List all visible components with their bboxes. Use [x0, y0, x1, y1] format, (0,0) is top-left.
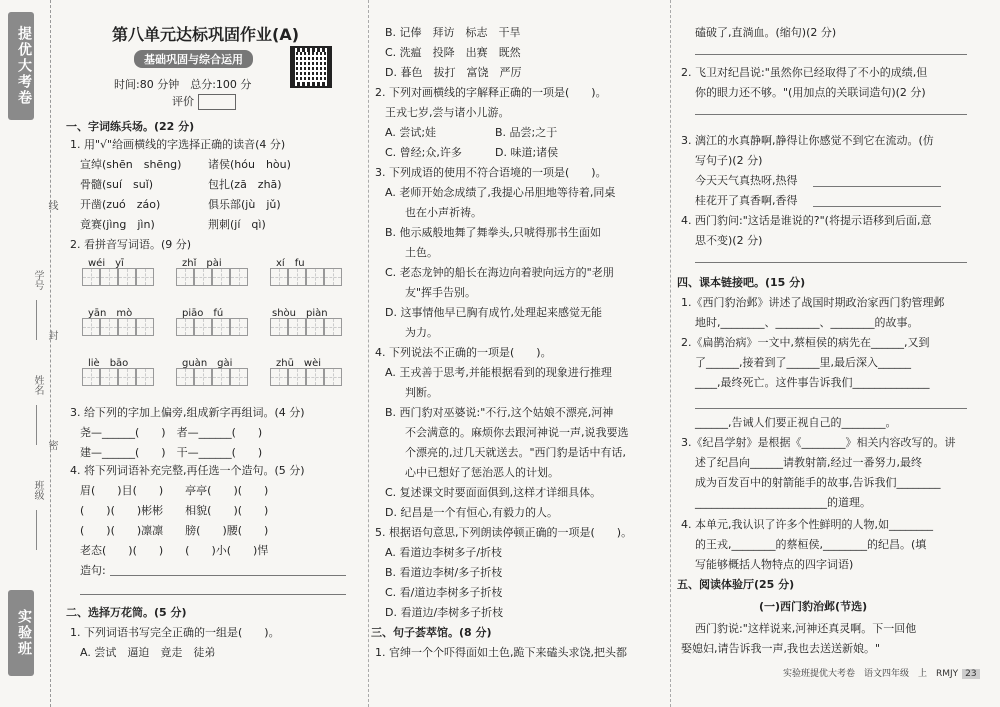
- s4-q3-cont3[interactable]: ________________________的道理。: [695, 496, 871, 509]
- q4-row4[interactable]: 老态( )( ) ( )小( )悍: [80, 544, 269, 557]
- s2-q2: 2. 下列对画横线的字解释正确的一项是( )。: [375, 86, 607, 99]
- s2-q4-option-d[interactable]: D. 纪昌是一个有恒心,有毅力的人。: [385, 506, 558, 519]
- pinyin-3-2: guàn gài: [182, 358, 233, 369]
- writing-grid[interactable]: [176, 368, 248, 386]
- section-1-heading: 一、字词练兵场。(22 分): [66, 120, 195, 133]
- s2-q3: 3. 下列成语的使用不符合语境的一项是( )。: [375, 166, 607, 179]
- binding-label-secret: 密: [46, 440, 57, 450]
- q1-row3-a[interactable]: 开凿(zuó záo): [80, 198, 161, 211]
- s3-q3-fill1: 今天天气真热呀,热得: [695, 174, 798, 187]
- page-title: 第八单元达标巩固作业(A): [112, 25, 300, 44]
- s3-q2-cont: 你的眼力还不够。"(用加点的关联词造句)(2 分): [695, 86, 926, 99]
- s4-q4-cont2: 写能够概括人物特点的四字词语): [695, 558, 854, 571]
- s2-q4: 4. 下列说法不正确的一项是( )。: [375, 346, 552, 359]
- q1-row3-b[interactable]: 俱乐部(jù jǔ): [208, 198, 281, 211]
- brand-tab-bottom: 实验班: [8, 590, 34, 676]
- s1-q3: 3. 给下列的字加上偏旁,组成新字再组词。(4 分): [70, 406, 305, 419]
- q1-row4-a[interactable]: 竟赛(jìng jìn): [80, 218, 155, 231]
- s2-q2-text: 王戎七岁,尝与诸小儿游。: [385, 106, 510, 119]
- page-number: 23: [962, 669, 979, 679]
- s4-q4[interactable]: 4. 本单元,我认识了许多个性鲜明的人物,如________: [681, 518, 933, 531]
- sentence-answer-line[interactable]: [110, 575, 346, 576]
- q4-sentence-label: 造句:: [80, 564, 106, 577]
- column-2: [368, 0, 667, 707]
- s2-q4-option-b[interactable]: B. 西门豹对巫婆说:"不行,这个姑娘不漂亮,河神: [385, 406, 614, 419]
- binding-strip: [0, 0, 62, 707]
- s2-q2-option-b[interactable]: B. 品尝;之于: [495, 126, 558, 139]
- brand-tab-top: 提优大考卷: [8, 12, 34, 120]
- s2-q4-option-b-cont3: 心中已想好了惩治恶人的计划。: [405, 466, 559, 479]
- s2-q5-option-a[interactable]: A. 看道边李树多子/折枝: [385, 546, 503, 559]
- answer-line[interactable]: [813, 206, 941, 207]
- s2-q3-option-c[interactable]: C. 老态龙钟的船长在海边向着驶向远方的"老朋: [385, 266, 614, 279]
- s2-q3-option-b-cont: 土色。: [405, 246, 438, 259]
- s2-q2-option-d[interactable]: D. 味道;诸侯: [495, 146, 559, 159]
- s2-q4-option-c[interactable]: C. 复述课文时要面面俱到,这样才详细具体。: [385, 486, 602, 499]
- s2-q4-option-a-cont: 判断。: [405, 386, 438, 399]
- q1-row2-a[interactable]: 骨髓(suí suǐ): [80, 178, 154, 191]
- q4-row3[interactable]: ( )( )凛凛 膀( )腰( ): [80, 524, 269, 537]
- score-field: [172, 93, 236, 110]
- s1-q4: 4. 将下列词语补充完整,再任选一个造句。(5 分): [70, 464, 305, 477]
- binding-label-seal: 封: [46, 330, 57, 340]
- q3-row2[interactable]: 建—______( ) 干—______( ): [80, 446, 263, 459]
- section-2-heading: 二、选择万花筒。(5 分): [66, 606, 187, 619]
- answer-line[interactable]: [813, 186, 941, 187]
- score-label: 评价: [172, 95, 194, 108]
- q3-row1[interactable]: 尧—______( ) 者—______( ): [80, 426, 263, 439]
- q4-row1[interactable]: 眉( )目( ) 亭亭( )( ): [80, 484, 269, 497]
- s4-q4-cont1[interactable]: 的王戎,________的蔡桓侯,________的纪昌。(填: [695, 538, 927, 551]
- writing-grid[interactable]: [270, 368, 342, 386]
- writing-grid[interactable]: [82, 268, 154, 286]
- student-id-line: [36, 300, 37, 340]
- reading-subtitle: (一)西门豹治邺(节选): [759, 600, 868, 613]
- binding-label-student-id: 学号: [32, 270, 43, 290]
- s3-q1-cont: 磕破了,直淌血。(缩句)(2 分): [695, 26, 837, 39]
- q1-row2-b[interactable]: 包扎(zā zhā): [208, 178, 282, 191]
- s2-q5: 5. 根据语句意思,下列朗读停顿正确的一项是( )。: [375, 526, 633, 539]
- s3-q3-cont: 写句子)(2 分): [695, 154, 763, 167]
- s3-q4-cont: 思不变)(2 分): [695, 234, 763, 247]
- pinyin-3-3: zhū wèi: [276, 358, 322, 369]
- pinyin-2-3: shòu piàn: [272, 308, 328, 319]
- answer-line[interactable]: [695, 54, 967, 55]
- s1-q2: 2. 看拼音写词语。(9 分): [70, 238, 192, 251]
- s4-q2-cont1[interactable]: 了______,接着到了______里,最后深入______: [695, 356, 911, 369]
- cut-line: [50, 0, 51, 707]
- column-3: [670, 0, 995, 707]
- binding-label-name: 姓名: [32, 375, 43, 395]
- writing-grid[interactable]: [82, 368, 154, 386]
- answer-line[interactable]: [695, 262, 967, 263]
- pinyin-2-1: yān mò: [88, 308, 133, 319]
- writing-grid[interactable]: [270, 268, 342, 286]
- s4-q2-cont4[interactable]: ______,告诫人们要正视自己的________。: [695, 416, 897, 429]
- s2-q3-option-d-cont: 为力。: [405, 326, 438, 339]
- footer-text: 实验班提优大考卷 语文四年级 上 RMJY: [783, 669, 959, 679]
- s3-q2: 2. 飞卫对纪昌说:"虽然你已经取得了不小的成绩,但: [681, 66, 928, 79]
- section-4-heading: 四、课本链接吧。(15 分): [677, 276, 806, 289]
- s2-q3-option-b[interactable]: B. 他示威般地舞了舞拳头,只唬得那书生面如: [385, 226, 602, 239]
- s4-q1-cont[interactable]: 地时,________、________、________的故事。: [695, 316, 919, 329]
- s3-q4: 4. 西门豹问:"这话是谁说的?"(将提示语移到后面,意: [681, 214, 932, 227]
- s4-q1: 1.《西门豹治邺》讲述了战国时期政治家西门豹管理邺: [681, 296, 945, 309]
- class-line: [36, 510, 37, 550]
- s2-q5-option-d[interactable]: D. 看道边/李树多子折枝: [385, 606, 504, 619]
- s3-q3: 3. 漓江的水真静啊,静得让你感觉不到它在流动。(仿: [681, 134, 934, 147]
- score-box[interactable]: [198, 94, 236, 110]
- s3-q1: 1. 官绅一个个吓得面如土色,跪下来磕头求饶,把头都: [375, 646, 627, 659]
- s2-q5-option-b[interactable]: B. 看道边李树/多子折枝: [385, 566, 503, 579]
- s2-q4-option-b-cont2: 个漂亮的,过几天就送去。"西门豹是话中有话,: [405, 446, 627, 459]
- s2-q1-option-c[interactable]: C. 洗瘟 投降 出赛 既然: [385, 46, 521, 59]
- section-3-heading: 三、句子荟萃馆。(8 分): [371, 626, 492, 639]
- s4-q2-cont2[interactable]: ____,最终死亡。这件事告诉我们______________: [695, 376, 930, 389]
- pinyin-1-1: wéi yī: [88, 258, 124, 269]
- s2-q3-option-c-cont: 友"挥手告别。: [405, 286, 477, 299]
- binding-label-line: 线: [46, 200, 57, 210]
- time-score-line: 时间:80 分钟 总分:100 分: [114, 78, 252, 91]
- s3-q3-fill2: 桂花开了真香啊,香得: [695, 194, 798, 207]
- s2-q4-option-b-cont1: 不会满意的。麻烦你去跟河神说一声,说我要选: [405, 426, 629, 439]
- column-1: [64, 0, 354, 707]
- writing-grid[interactable]: [270, 318, 342, 336]
- s2-q1: 1. 下列词语书写完全正确的一组是( )。: [70, 626, 280, 639]
- page-footer: [783, 666, 980, 679]
- s2-q3-option-a-cont: 也在小声祈祷。: [405, 206, 482, 219]
- s4-q2[interactable]: 2.《扁鹊治病》一文中,蔡桓侯的病先在______,又到: [681, 336, 930, 349]
- pinyin-1-2: zhǐ pài: [182, 258, 222, 269]
- pinyin-2-2: piāo fú: [182, 308, 224, 319]
- q4-row2[interactable]: ( )( )彬彬 相貌( )( ): [80, 504, 269, 517]
- qr-code-icon: [290, 46, 332, 88]
- answer-line[interactable]: [695, 408, 967, 409]
- answer-line[interactable]: [695, 114, 967, 115]
- section-5-heading: 五、阅读体验厅(25 分): [677, 578, 795, 591]
- q1-row1-b[interactable]: 诸侯(hóu hòu): [208, 158, 291, 171]
- name-line: [36, 405, 37, 445]
- s2-q1-option-d[interactable]: D. 暮色 拔打 富饶 严厉: [385, 66, 522, 79]
- q1-row1-a[interactable]: 宣绰(shēn shēng): [80, 158, 182, 171]
- section-banner: 基础巩固与综合运用: [134, 50, 253, 68]
- writing-grid[interactable]: [82, 318, 154, 336]
- reading-text-line2: 娶媳妇,请告诉我一声,我也去送送新娘。": [681, 642, 881, 655]
- s2-q1-option-a[interactable]: A. 尝试 逼迫 竟走 徒弟: [80, 646, 216, 659]
- s1-q1: 1. 用"√"给画横线的字选择正确的读音(4 分): [70, 138, 286, 151]
- s2-q2-option-a[interactable]: A. 尝试;娃: [385, 126, 437, 139]
- sentence-answer-line[interactable]: [80, 594, 346, 595]
- q1-row4-b[interactable]: 荆刺(jí qì): [208, 218, 266, 231]
- binding-label-class: 班级: [32, 480, 43, 500]
- writing-grid[interactable]: [176, 268, 248, 286]
- s4-q3-cont1[interactable]: 述了纪昌向______请教射箭,经过一番努力,最终: [695, 456, 922, 469]
- s2-q1-option-b[interactable]: B. 记俸 拜访 标志 干旱: [385, 26, 521, 39]
- pinyin-3-1: liè bāo: [88, 358, 129, 369]
- s2-q3-option-a[interactable]: A. 老师开始念成绩了,我提心吊胆地等待着,同桌: [385, 186, 616, 199]
- pinyin-1-3: xí fu: [276, 258, 305, 269]
- s2-q2-option-c[interactable]: C. 曾经;众,许多: [385, 146, 462, 159]
- s2-q4-option-a[interactable]: A. 王戎善于思考,并能根据看到的现象进行推理: [385, 366, 612, 379]
- s4-q3[interactable]: 3.《纪昌学射》是根据《________》相关内容改写的。讲: [681, 436, 956, 449]
- s2-q3-option-d[interactable]: D. 这事情他早已胸有成竹,处理起来感觉无能: [385, 306, 602, 319]
- s4-q3-cont2[interactable]: 成为百发百中的射箭能手的故事,告诉我们________: [695, 476, 941, 489]
- writing-grid[interactable]: [176, 318, 248, 336]
- reading-text-line1: 西门豹说:"这样说来,河神还真灵啊。下一回他: [695, 622, 917, 635]
- s2-q5-option-c[interactable]: C. 看/道边李树多子折枝: [385, 586, 503, 599]
